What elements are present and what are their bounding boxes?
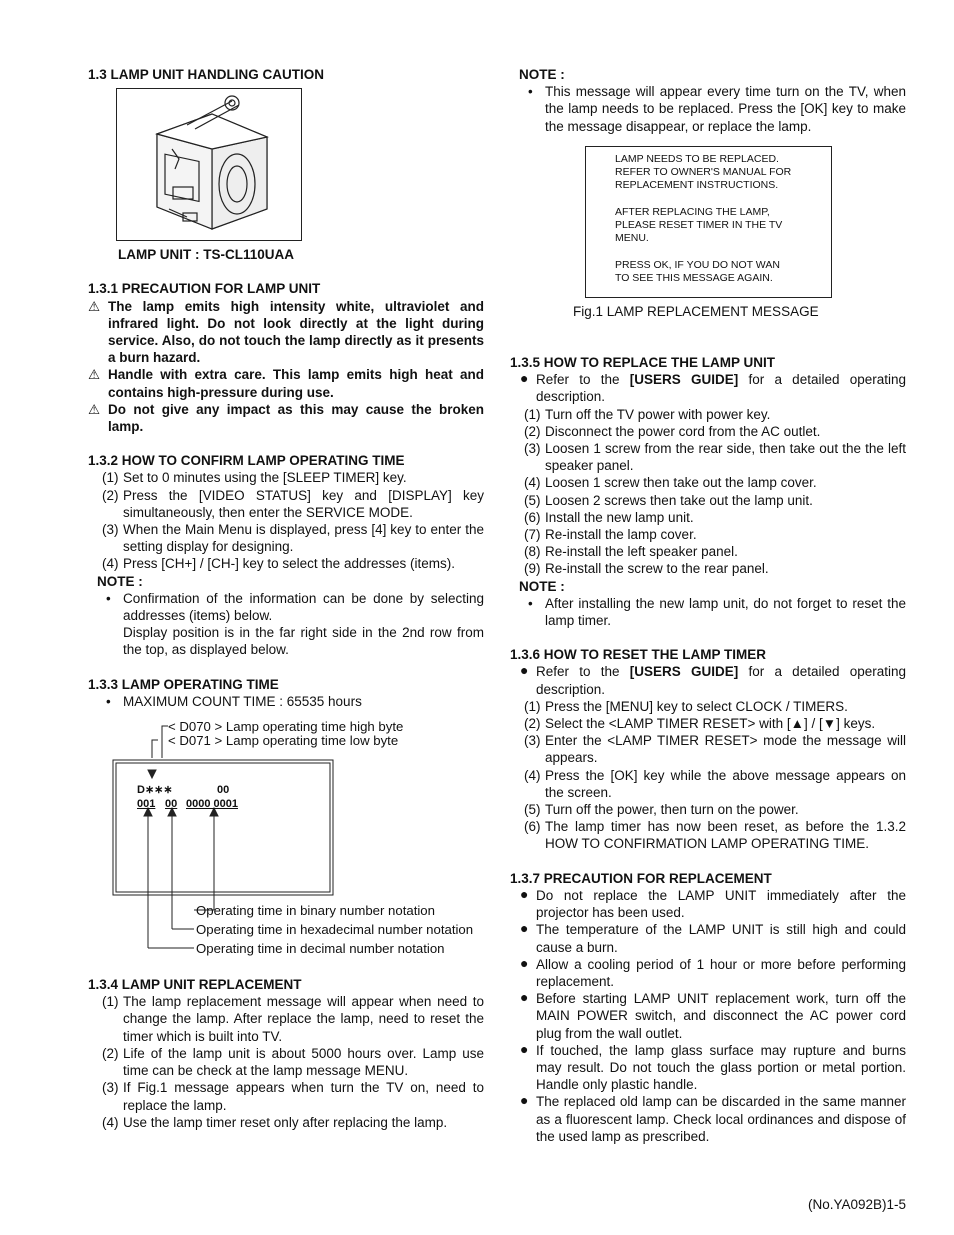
step-item: (1) Turn off the TV power with power key. <box>524 406 771 422</box>
section-1-3-title: 1.3 LAMP UNIT HANDLING CAUTION <box>88 67 325 82</box>
intro-item: ● Refer to the [USERS GUIDE] for a detailed operating description. <box>520 662 906 697</box>
left-column <box>88 66 484 1131</box>
section-1-3-3-title: 1.3.3 LAMP OPERATING TIME <box>88 676 279 692</box>
step-item: (8) Re-install the left speaker panel. <box>524 544 738 560</box>
step-item: (4) Press the [OK] key while the above message appears on the screen. <box>524 767 906 800</box>
precaution-item: ● Do not replace the LAMP UNIT immediately after the projector has been used. <box>520 885 906 921</box>
warning-item: ⚠ Handle with extra care. This lamp emits high heat and contains high-pressure during use. <box>88 367 484 400</box>
step-item: (4) Press [CH+] / [CH-] key to select the addresses (items). <box>102 556 455 572</box>
step-item: (3) Loosen 1 screw from the rear side, then take out the the left speaker panel. <box>524 441 906 474</box>
warning-item: ⚠ The lamp emits high intensity white, ultraviolet and infrared light. Do not look directly at the light during service. Also, do not touch the lamp directly as it presents a burn hazard. <box>88 298 484 366</box>
warning-item: ⚠ Do not give any impact as this may cause the broken lamp. <box>88 401 484 435</box>
warning-icon: ⚠ <box>88 367 101 383</box>
message-line: REFER TO OWNER'S MANUAL FOR <box>615 166 792 179</box>
figure-caption: Fig.1 LAMP REPLACEMENT MESSAGE <box>573 304 819 319</box>
message-line: MENU. <box>615 232 649 245</box>
page-footer: (No.YA092B)1-5 <box>807 1197 906 1212</box>
screen-hex-value: 00 <box>165 798 178 811</box>
section-1-3-7-title: 1.3.7 PRECAUTION FOR REPLACEMENT <box>510 870 772 886</box>
operating-time-diagram <box>88 718 488 968</box>
decimal-notation-label: Operating time in decimal number notation <box>196 941 445 957</box>
precaution-item: ● The replaced old lamp can be discarded in the same manner as a fluorescent lamp. Check local ordinances and dispose of the used lamp as prescribed. <box>520 1092 906 1144</box>
precaution-item: ● Before starting LAMP UNIT replacement work, turn off the MAIN POWER switch, and disconnect the AC power cord plug from the wall outlet. <box>520 989 906 1041</box>
warning-icon: ⚠ <box>88 401 101 417</box>
note-label: NOTE : <box>97 573 143 589</box>
section-1-3-1-title: 1.3.1 PRECAUTION FOR LAMP UNIT <box>88 281 321 297</box>
message-line: LAMP NEEDS TO BE REPLACED. <box>615 153 779 165</box>
precaution-item: ● The temperature of the LAMP UNIT is still high and could cause a burn. <box>520 920 906 955</box>
message-line <box>615 193 831 206</box>
step-item: (5) Turn off the power, then turn on the power. <box>524 802 799 818</box>
warning-icon: ⚠ <box>88 298 101 314</box>
intro-item: ● Refer to the [USERS GUIDE] for a detailed operating description. <box>520 370 906 405</box>
step-item: (6) The lamp timer has now been reset, as before the 1.3.2 HOW TO CONFIRMATION LAMP OPERATING TIME. <box>524 819 906 852</box>
note-item: • This message will appear every time turn on the TV, when the lamp needs to be replaced. Press the [OK] key to make the message disappear, or replace the lamp. <box>528 84 906 134</box>
message-line <box>615 245 831 258</box>
step-item: (2) Disconnect the power cord from the AC outlet. <box>524 423 821 439</box>
step-item: (9) Re-install the screw to the rear panel. <box>524 561 769 577</box>
screen-top-left: D∗∗∗ <box>137 784 173 797</box>
message-line: TO SEE THIS MESSAGE AGAIN. <box>615 271 773 284</box>
section-1-3-5-title: 1.3.5 HOW TO REPLACE THE LAMP UNIT <box>510 355 776 370</box>
addr-low-label: < D071 > Lamp operating time low byte <box>168 733 399 749</box>
lamp-unit-caption: LAMP UNIT : TS-CL110UAA <box>118 247 295 263</box>
section-1-3-2-title: 1.3.2 HOW TO CONFIRM LAMP OPERATING TIME <box>88 453 405 469</box>
section-1-3-6-title: 1.3.6 HOW TO RESET THE LAMP TIMER <box>510 647 767 663</box>
message-line: AFTER REPLACING THE LAMP, <box>615 205 770 218</box>
message-line: PLEASE RESET TIMER IN THE TV <box>615 219 783 232</box>
step-item: (2) Press the [VIDEO STATUS] key and [DISPLAY] key simultaneously, then enter the SERVICE MODE. <box>102 487 484 520</box>
step-item: (2) Select the <LAMP TIMER RESET> with [▲] / [▼] keys. <box>524 716 876 732</box>
screen-bin-value: 0000 0001 <box>186 798 238 811</box>
step-item: (4) Use the lamp timer reset only after replacing the lamp. <box>102 1114 448 1130</box>
binary-notation-label: Operating time in binary number notation <box>196 903 435 919</box>
step-item: (3) If Fig.1 message appears when turn the TV on, need to replace the lamp. <box>102 1080 484 1113</box>
section-1-3-4-title: 1.3.4 LAMP UNIT REPLACEMENT <box>88 977 302 993</box>
note-item-continued: Display position is in the far right side in the 2nd row from the top, as displayed below. <box>123 625 484 658</box>
step-item: (3) Enter the <LAMP TIMER RESET> mode the message will appears. <box>524 733 906 766</box>
note-item: • After installing the new lamp unit, do not forget to reset the lamp timer. <box>528 595 906 629</box>
message-line: PRESS OK, IF YOU DO NOT WAN <box>615 258 780 271</box>
screen-dec-value: 001 <box>137 798 156 811</box>
step-item: (3) When the Main Menu is displayed, press [4] key to enter the setting display for designing. <box>102 522 484 555</box>
addr-high-label: < D070 > Lamp operating time high byte <box>168 719 404 735</box>
lamp-unit-figure <box>116 88 302 241</box>
hex-notation-label: Operating time in hexadecimal number notation <box>196 922 474 938</box>
step-item: (4) Loosen 1 screw then take out the lamp cover. <box>524 475 817 491</box>
step-item: (6) Install the new lamp unit. <box>524 509 694 525</box>
precaution-item: ● Allow a cooling period of 1 hour or more before performing replacement. <box>520 954 906 989</box>
step-item: (2) Life of the lamp unit is about 5000 hours over. Lamp use time can be check at the lamp message MENU. <box>102 1045 484 1079</box>
precaution-item: ● If touched, the lamp glass surface may rupture and burns may result. Do not touch the glass portion or metal portion. Handle only plastic handle. <box>520 1040 906 1093</box>
note-label: NOTE : <box>519 578 565 594</box>
note-item: • Confirmation of the information can be done by selecting addresses (items) below. <box>106 590 484 624</box>
screen-top-right: 00 <box>217 784 230 797</box>
step-item: (1) Press the [MENU] key to select CLOCK / TIMERS. <box>524 698 848 714</box>
bullet-item: • MAXIMUM COUNT TIME : 65535 hours <box>106 693 362 709</box>
lamp-unit-illustration <box>117 89 301 240</box>
message-line: REPLACEMENT INSTRUCTIONS. <box>615 179 779 192</box>
lamp-replacement-message-box <box>585 146 832 298</box>
step-item: (7) Re-install the lamp cover. <box>524 527 697 543</box>
step-item: (5) Loosen 2 screws then take out the lamp unit. <box>524 492 813 508</box>
step-item: (1) The lamp replacement message will appear when need to change the lamp. After replace the lamp, need to reset the timer which is built into TV. <box>102 994 484 1044</box>
step-item: (1) Set to 0 minutes using the [SLEEP TIMER] key. <box>102 470 407 486</box>
right-column <box>510 66 906 1144</box>
note-label: NOTE : <box>519 67 565 82</box>
